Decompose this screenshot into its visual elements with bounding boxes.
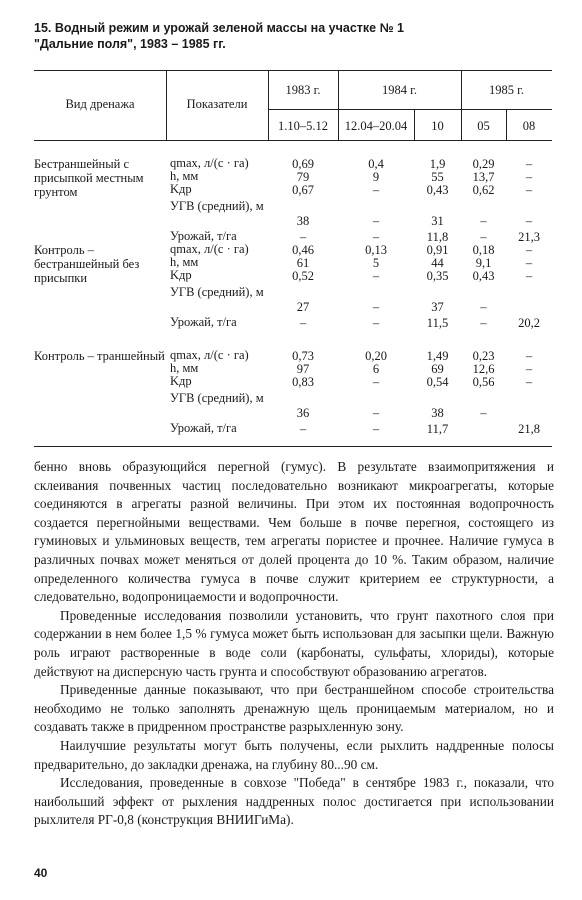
- table-cell: 97: [296, 362, 310, 376]
- indicator-label: Урожай, т/га: [170, 421, 237, 435]
- table-cell: 0,83: [292, 375, 314, 389]
- table-cell: 0,54: [426, 375, 449, 389]
- table-cell: 0,73: [292, 349, 314, 363]
- table-cell: 0,43: [426, 183, 449, 197]
- table-cell: 36: [296, 406, 310, 420]
- table-cell: –: [480, 230, 487, 244]
- col-header-drainage: Вид дренажа: [65, 97, 135, 111]
- table-cell: –: [480, 214, 487, 228]
- table-cell: 69: [431, 362, 444, 376]
- indicator-label: Kдр: [170, 374, 192, 388]
- table-cell: 12,6: [472, 362, 495, 376]
- drainage-type-label: Бестраншейный с присыпкой местным грунтом: [34, 157, 144, 199]
- table-cell: 0,35: [426, 269, 449, 283]
- table-cell: –: [372, 406, 380, 420]
- caption-line-1: 15. Водный режим и урожай зеленой массы на участке № 1: [34, 21, 404, 35]
- indicator-label: УГВ (средний), м: [170, 391, 264, 405]
- indicator-label: h, мм: [170, 169, 199, 183]
- table-cell: –: [299, 316, 307, 330]
- table-cell: 0,56: [472, 375, 495, 389]
- table-cell: –: [372, 269, 380, 283]
- table-cell: –: [525, 375, 533, 389]
- table-cell: 0,29: [472, 157, 495, 171]
- table-cell: –: [525, 157, 533, 171]
- indicator-label: УГВ (средний), м: [170, 199, 264, 213]
- table-cell: 11,8: [426, 230, 449, 244]
- table-cell: 0,23: [472, 349, 495, 363]
- indicator-label: h, мм: [170, 255, 199, 269]
- table-cell: 38: [431, 406, 444, 420]
- table-cell: –: [525, 183, 533, 197]
- table-cell: 13,7: [472, 170, 495, 184]
- paragraph: Проведенные исследования позволили установить, что грунт пахотного слоя при содержании в нем более 1,5 % гумуса может быть использован для засыпки щели. Важную роль играют растворенные в воде соли (карбонаты, сульфаты, хлориды), которые действуют на дисперсную часть грунта и способствуют образованию агрегатов.: [34, 607, 554, 679]
- indicator-label: qmax, л/(с · га): [170, 242, 249, 256]
- table-cell: –: [480, 316, 487, 330]
- year-header: 1984 г.: [382, 83, 417, 97]
- paragraph: бенно вновь образующийся перегной (гумус). В результате взаимопритяжения и склеивания почвенных частиц последовательно возникают микроагрегаты, которые соединяются в агрегаты разной величины. При этом их постоянная водопрочность создается перегнойными веществами. Чем больше в почве перегноя, состоящего из гуминовых и ульминовых веществ, тем агрегаты пористее и прочнее. Наличие гумуса в различных почвах может меняться от долей процента до 10 %. Таким образом, наличие определенного количества гумуса в почве служит критерием ее структурности, а следовательно, водопроницаемости и водопрочности.: [34, 459, 554, 605]
- table-cell: 38: [296, 214, 310, 228]
- table-cell: –: [299, 422, 307, 436]
- col-header-indicators: Показатели: [186, 97, 248, 111]
- table-cell: –: [372, 230, 380, 244]
- table-cell: 0,69: [292, 157, 314, 171]
- table-cell: 1,49: [426, 349, 449, 363]
- table-caption: [34, 20, 554, 52]
- table-cell: –: [525, 256, 533, 270]
- date-header: 05: [477, 119, 490, 133]
- table-cell: 44: [431, 256, 444, 270]
- table-cell: 0,43: [472, 269, 495, 283]
- table-cell: 37: [431, 300, 444, 314]
- page-number: 40: [34, 866, 48, 880]
- caption-line-2: "Дальние поля", 1983 – 1985 гг.: [34, 37, 226, 51]
- table-cell: 5: [372, 256, 380, 270]
- table-top-rule: [34, 70, 552, 71]
- indicator-label: УГВ (средний), м: [170, 285, 264, 299]
- table-cell: 0,18: [472, 243, 495, 257]
- date-header: 12.04–20.04: [344, 119, 408, 133]
- paragraph: Наилучшие результаты могут быть получены, если рыхлить наддренные полосы предварительно, до закладки дренажа, на глубину 80...90 см.: [34, 737, 554, 772]
- table-cell: 9: [372, 170, 380, 184]
- table-cell: –: [299, 230, 307, 244]
- table-cell: –: [525, 362, 533, 376]
- table-cell: 61: [296, 256, 310, 270]
- table-cell: 0,46: [292, 243, 314, 257]
- date-header: 1.10–5.12: [278, 119, 328, 133]
- indicator-label: h, мм: [170, 361, 199, 375]
- table-cell: 21,3: [518, 230, 540, 244]
- table-bottom-rule: [34, 446, 552, 447]
- table-cell: 11,7: [426, 422, 449, 436]
- table-cell: 9,1: [475, 256, 492, 270]
- indicator-label: qmax, л/(с · га): [170, 156, 249, 170]
- body-text: [34, 458, 554, 830]
- table-cell: –: [525, 170, 533, 184]
- table-cell: 1,9: [429, 157, 446, 171]
- table-cell: 11,5: [426, 316, 449, 330]
- year-header: 1985 г.: [489, 83, 524, 97]
- table-cell: 0,20: [365, 349, 387, 363]
- table-cell: –: [372, 214, 380, 228]
- drainage-type-label: Контроль – траншейный: [34, 349, 165, 363]
- date-header: 08: [522, 119, 536, 133]
- table-cell: 0,4: [368, 157, 384, 171]
- paragraph: Приведенные данные показывают, что при бестраншейном способе строительства необходимо не только заполнять дренажную щель проницаемым материалом, но и создавать также в придренном пространстве разрыхленную зону.: [34, 682, 554, 735]
- table-cell: 31: [431, 214, 444, 228]
- table-cell: 0,52: [292, 269, 314, 283]
- table-cell: 0,13: [365, 243, 387, 257]
- table-cell: –: [525, 243, 533, 257]
- table-cell: –: [372, 375, 380, 389]
- indicator-label: Урожай, т/га: [170, 229, 237, 243]
- table-cell: 0,67: [292, 183, 314, 197]
- table-cell: –: [525, 269, 533, 283]
- paragraph: Исследования, проведенные в совхозе "Победа" в сентябре 1983 г., показали, что наибольший эффект от рыхления наддренных полос достигается при использовании рыхлителя РГ-0,8 (конструкция ВНИИГиМа).: [34, 775, 554, 828]
- table-cell: –: [372, 183, 380, 197]
- indicator-label: qmax, л/(с · га): [170, 348, 249, 362]
- table-cell: 79: [296, 170, 310, 184]
- table-cell: –: [372, 422, 380, 436]
- table-cell: 6: [372, 362, 380, 376]
- table-cell: –: [525, 349, 533, 363]
- table-cell: 0,91: [426, 243, 449, 257]
- date-header: 10: [431, 119, 444, 133]
- header-mid-rule: [268, 109, 552, 110]
- indicator-label: Kдр: [170, 268, 192, 282]
- table-cell: 27: [296, 300, 310, 314]
- year-header: 1983 г.: [285, 83, 321, 97]
- table-cell: 0,62: [472, 183, 495, 197]
- table-cell: 21,8: [518, 422, 540, 436]
- drainage-type-label: Контроль – бестраншейный без присыпки: [34, 243, 140, 285]
- table-cell: –: [480, 406, 487, 420]
- indicator-label: Урожай, т/га: [170, 315, 237, 329]
- table-cell: –: [525, 214, 533, 228]
- indicator-label: Kдр: [170, 182, 192, 196]
- header-bottom-rule: [34, 140, 552, 141]
- table-cell: 20,2: [518, 316, 540, 330]
- table-cell: –: [372, 300, 380, 314]
- table-cell: 55: [431, 170, 444, 184]
- table-cell: –: [372, 316, 380, 330]
- table-cell: –: [480, 300, 487, 314]
